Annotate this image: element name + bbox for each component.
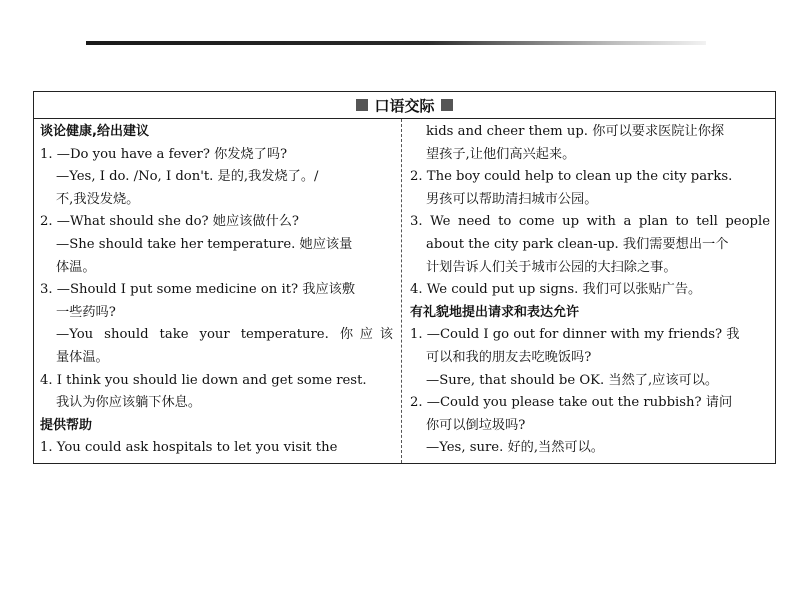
left-column: [40, 121, 393, 460]
oral-communication-box: [33, 91, 776, 464]
left-section-heading: 提供帮助: [40, 417, 93, 433]
left-text-line: —She should take her temperature. 她应该量: [56, 236, 353, 252]
right-section-heading: 有礼貌地提出请求和表达允许: [410, 304, 580, 320]
box-header: [34, 92, 775, 119]
two-column-body: [34, 119, 775, 463]
right-text-line: kids and cheer them up. 你可以要求医院让你探: [426, 124, 725, 139]
left-text-line: 不,我没发烧。: [56, 191, 140, 207]
right-text-line: 可以和我的朋友去吃晚饭吗?: [426, 349, 592, 365]
right-text-line: 2. —Could you please take out the rubbish? 请问: [410, 395, 733, 411]
right-text-line: 男孩可以帮助清扫城市公园。: [426, 191, 598, 207]
left-text-line: 4. I think you should lie down and get some rest.: [40, 372, 367, 388]
right-text-line: 你可以倒垃圾吗?: [426, 417, 526, 433]
right-text-line: 1. —Could I go out for dinner with my friends? 我: [410, 327, 740, 343]
square-bullet-icon: [356, 99, 368, 111]
left-text-line: 2. —What should she do? 她应该做什么?: [40, 214, 300, 230]
right-text-line: 2. The boy could help to clean up the city parks.: [410, 169, 733, 185]
square-bullet-icon: [441, 99, 453, 111]
left-text-line: 1. —Do you have a fever? 你发烧了吗?: [40, 146, 288, 162]
right-text-line: 3. We need to come up with a plan to tell people: [410, 214, 770, 230]
left-text-line: —Yes, I do. /No, I don't. 是的,我发烧了。/: [56, 169, 319, 185]
box-title: 口语交际: [374, 96, 435, 115]
left-text-line: 体温。: [56, 259, 96, 275]
left-text-line: 一些药吗?: [56, 304, 116, 320]
right-text-line: 计划告诉人们关于城市公园的大扫除之事。: [426, 259, 677, 275]
left-text-line: 1. You could ask hospitals to let you visit the: [40, 440, 338, 456]
column-divider: [401, 119, 402, 463]
left-text-line: 我认为你应该躺下休息。: [56, 395, 202, 411]
right-text-line: about the city park clean-up. 我们需要想出一个: [426, 236, 729, 252]
right-text-line: 望孩子,让他们高兴起来。: [426, 146, 576, 162]
right-text-line: —Yes, sure. 好的,当然可以。: [426, 440, 604, 456]
left-text-line: 量体温。: [56, 349, 109, 365]
left-section-heading: 谈论健康,给出建议: [40, 124, 149, 139]
right-text-line: 4. We could put up signs. 我们可以张贴广告。: [410, 282, 702, 298]
left-text-line: 3. —Should I put some medicine on it? 我应该敷: [40, 282, 356, 298]
right-column: [410, 121, 770, 460]
right-text-line: —Sure, that should be OK. 当然了,应该可以。: [426, 372, 719, 388]
top-decorative-rule: [86, 41, 706, 45]
left-text-line: —You should take your temperature. 你应该: [56, 327, 393, 343]
